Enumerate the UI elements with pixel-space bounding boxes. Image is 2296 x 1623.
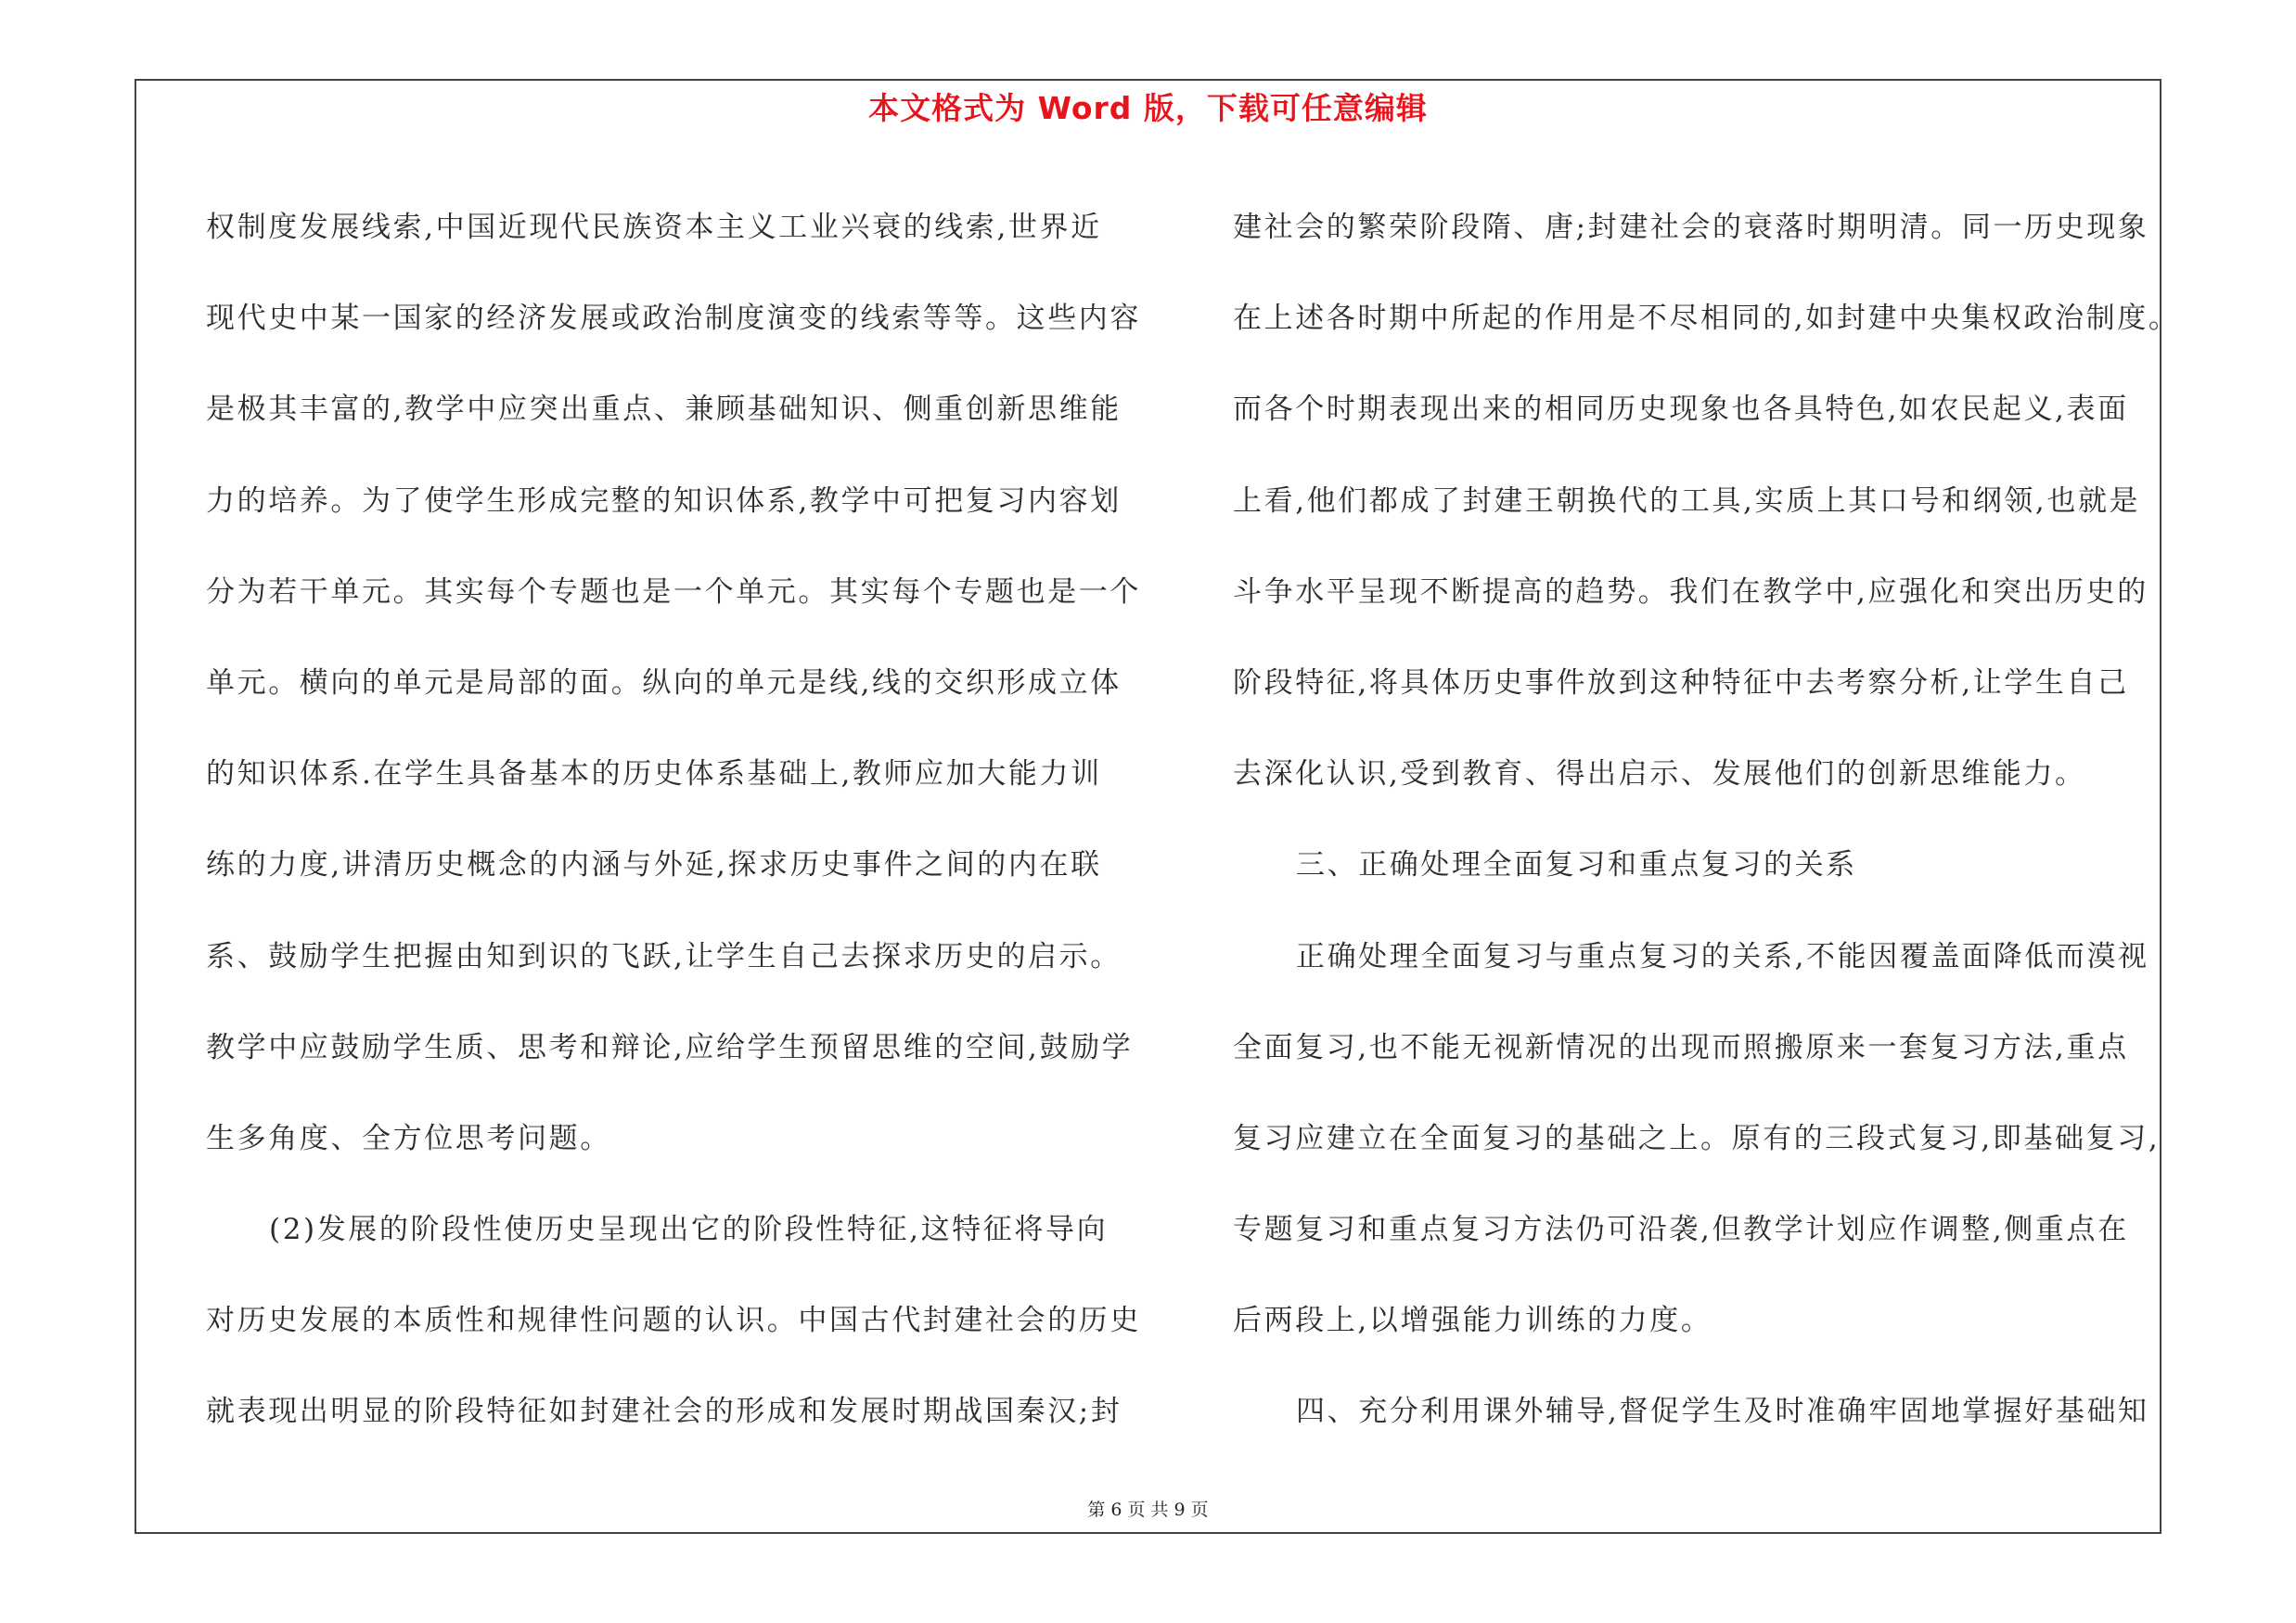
text-line: 系、鼓励学生把握由知到识的飞跃,让学生自己去探求历史的启示。 <box>206 939 1122 973</box>
text-line: 分为若干单元。其实每个专题也是一个单元。其实每个专题也是一个 <box>206 574 1141 609</box>
text-line: 生多角度、全方位思考问题。 <box>206 1121 611 1155</box>
text-line: 而各个时期表现出来的相同历史现象也各具特色,如农民起义,表面 <box>1233 393 2129 427</box>
page-number-footer: 第 6 页 共 9 页 <box>1087 1500 1209 1520</box>
paragraph-start-line: (2)发展的阶段性使历史呈现出它的阶段性特征,这特征将导向 <box>269 1213 1109 1247</box>
text-line: 阶段特征,将具体历史事件放到这种特征中去考察分析,让学生自己 <box>1233 665 2129 700</box>
text-line: 斗争水平呈现不断提高的趋势。我们在教学中,应强化和突出历史的 <box>1233 574 2148 609</box>
text-line: 就表现出明显的阶段特征如封建社会的形成和发展时期战国秦汉;封 <box>206 1395 1122 1429</box>
section-heading-4: 四、充分利用课外辅导,督促学生及时准确牢固地掌握好基础知 <box>1296 1395 2149 1429</box>
text-line: 权制度发展线索,中国近现代民族资本主义工业兴衰的线索,世界近 <box>206 211 1102 244</box>
text-line: 后两段上,以增强能力训练的力度。 <box>1233 1304 1712 1338</box>
text-line: 现代史中某一国家的经济发展或政治制度演变的线索等等。这些内容 <box>206 302 1141 336</box>
text-line: 建社会的繁荣阶段隋、唐;封建社会的衰落时期明清。同一历史现象 <box>1233 211 2149 244</box>
text-line: 是极其丰富的,教学中应突出重点、兼顾基础知识、侧重创新思维能 <box>206 393 1122 427</box>
section-heading-3: 三、正确处理全面复习和重点复习的关系 <box>1296 848 1857 882</box>
paragraph-start-line: 正确处理全面复习与重点复习的关系,不能因覆盖面降低而漠视 <box>1296 939 2149 973</box>
right-text-column <box>1233 182 2179 1458</box>
header-title: 本文格式为 Word 版，下载可任意编辑 <box>868 90 1428 126</box>
text-line: 专题复习和重点复习方法仍可沿袭,但教学计划应作调整,侧重点在 <box>1233 1213 2129 1247</box>
text-line: 教学中应鼓励学生质、思考和辩论,应给学生预留思维的空间,鼓励学 <box>206 1030 1134 1064</box>
text-line: 上看,他们都成了封建王朝换代的工具,实质上其口号和纲领,也就是 <box>1233 483 2141 518</box>
text-line: 力的培养。为了使学生形成完整的知识体系,教学中可把复习内容划 <box>206 483 1122 518</box>
text-line: 对历史发展的本质性和规律性问题的认识。中国古代封建社会的历史 <box>206 1304 1141 1338</box>
text-line: 的知识体系.在学生具备基本的历史体系基础上,教师应加大能力训 <box>206 757 1102 792</box>
text-line: 练的力度,讲清历史概念的内涵与外延,探求历史事件之间的内在联 <box>206 848 1102 882</box>
left-text-column <box>206 182 1141 1458</box>
text-line: 单元。横向的单元是局部的面。纵向的单元是线,线的交织形成立体 <box>206 665 1122 700</box>
text-line: 去深化认识,受到教育、得出启示、发展他们的创新思维能力。 <box>1233 757 2086 792</box>
text-line: 在上述各时期中所起的作用是不尽相同的,如封建中央集权政治制度。 <box>1233 302 2180 336</box>
text-line: 全面复习,也不能无视新情况的出现而照搬原来一套复习方法,重点 <box>1233 1030 2129 1064</box>
text-line: 复习应建立在全面复习的基础之上。原有的三段式复习,即基础复习, <box>1233 1121 2161 1155</box>
